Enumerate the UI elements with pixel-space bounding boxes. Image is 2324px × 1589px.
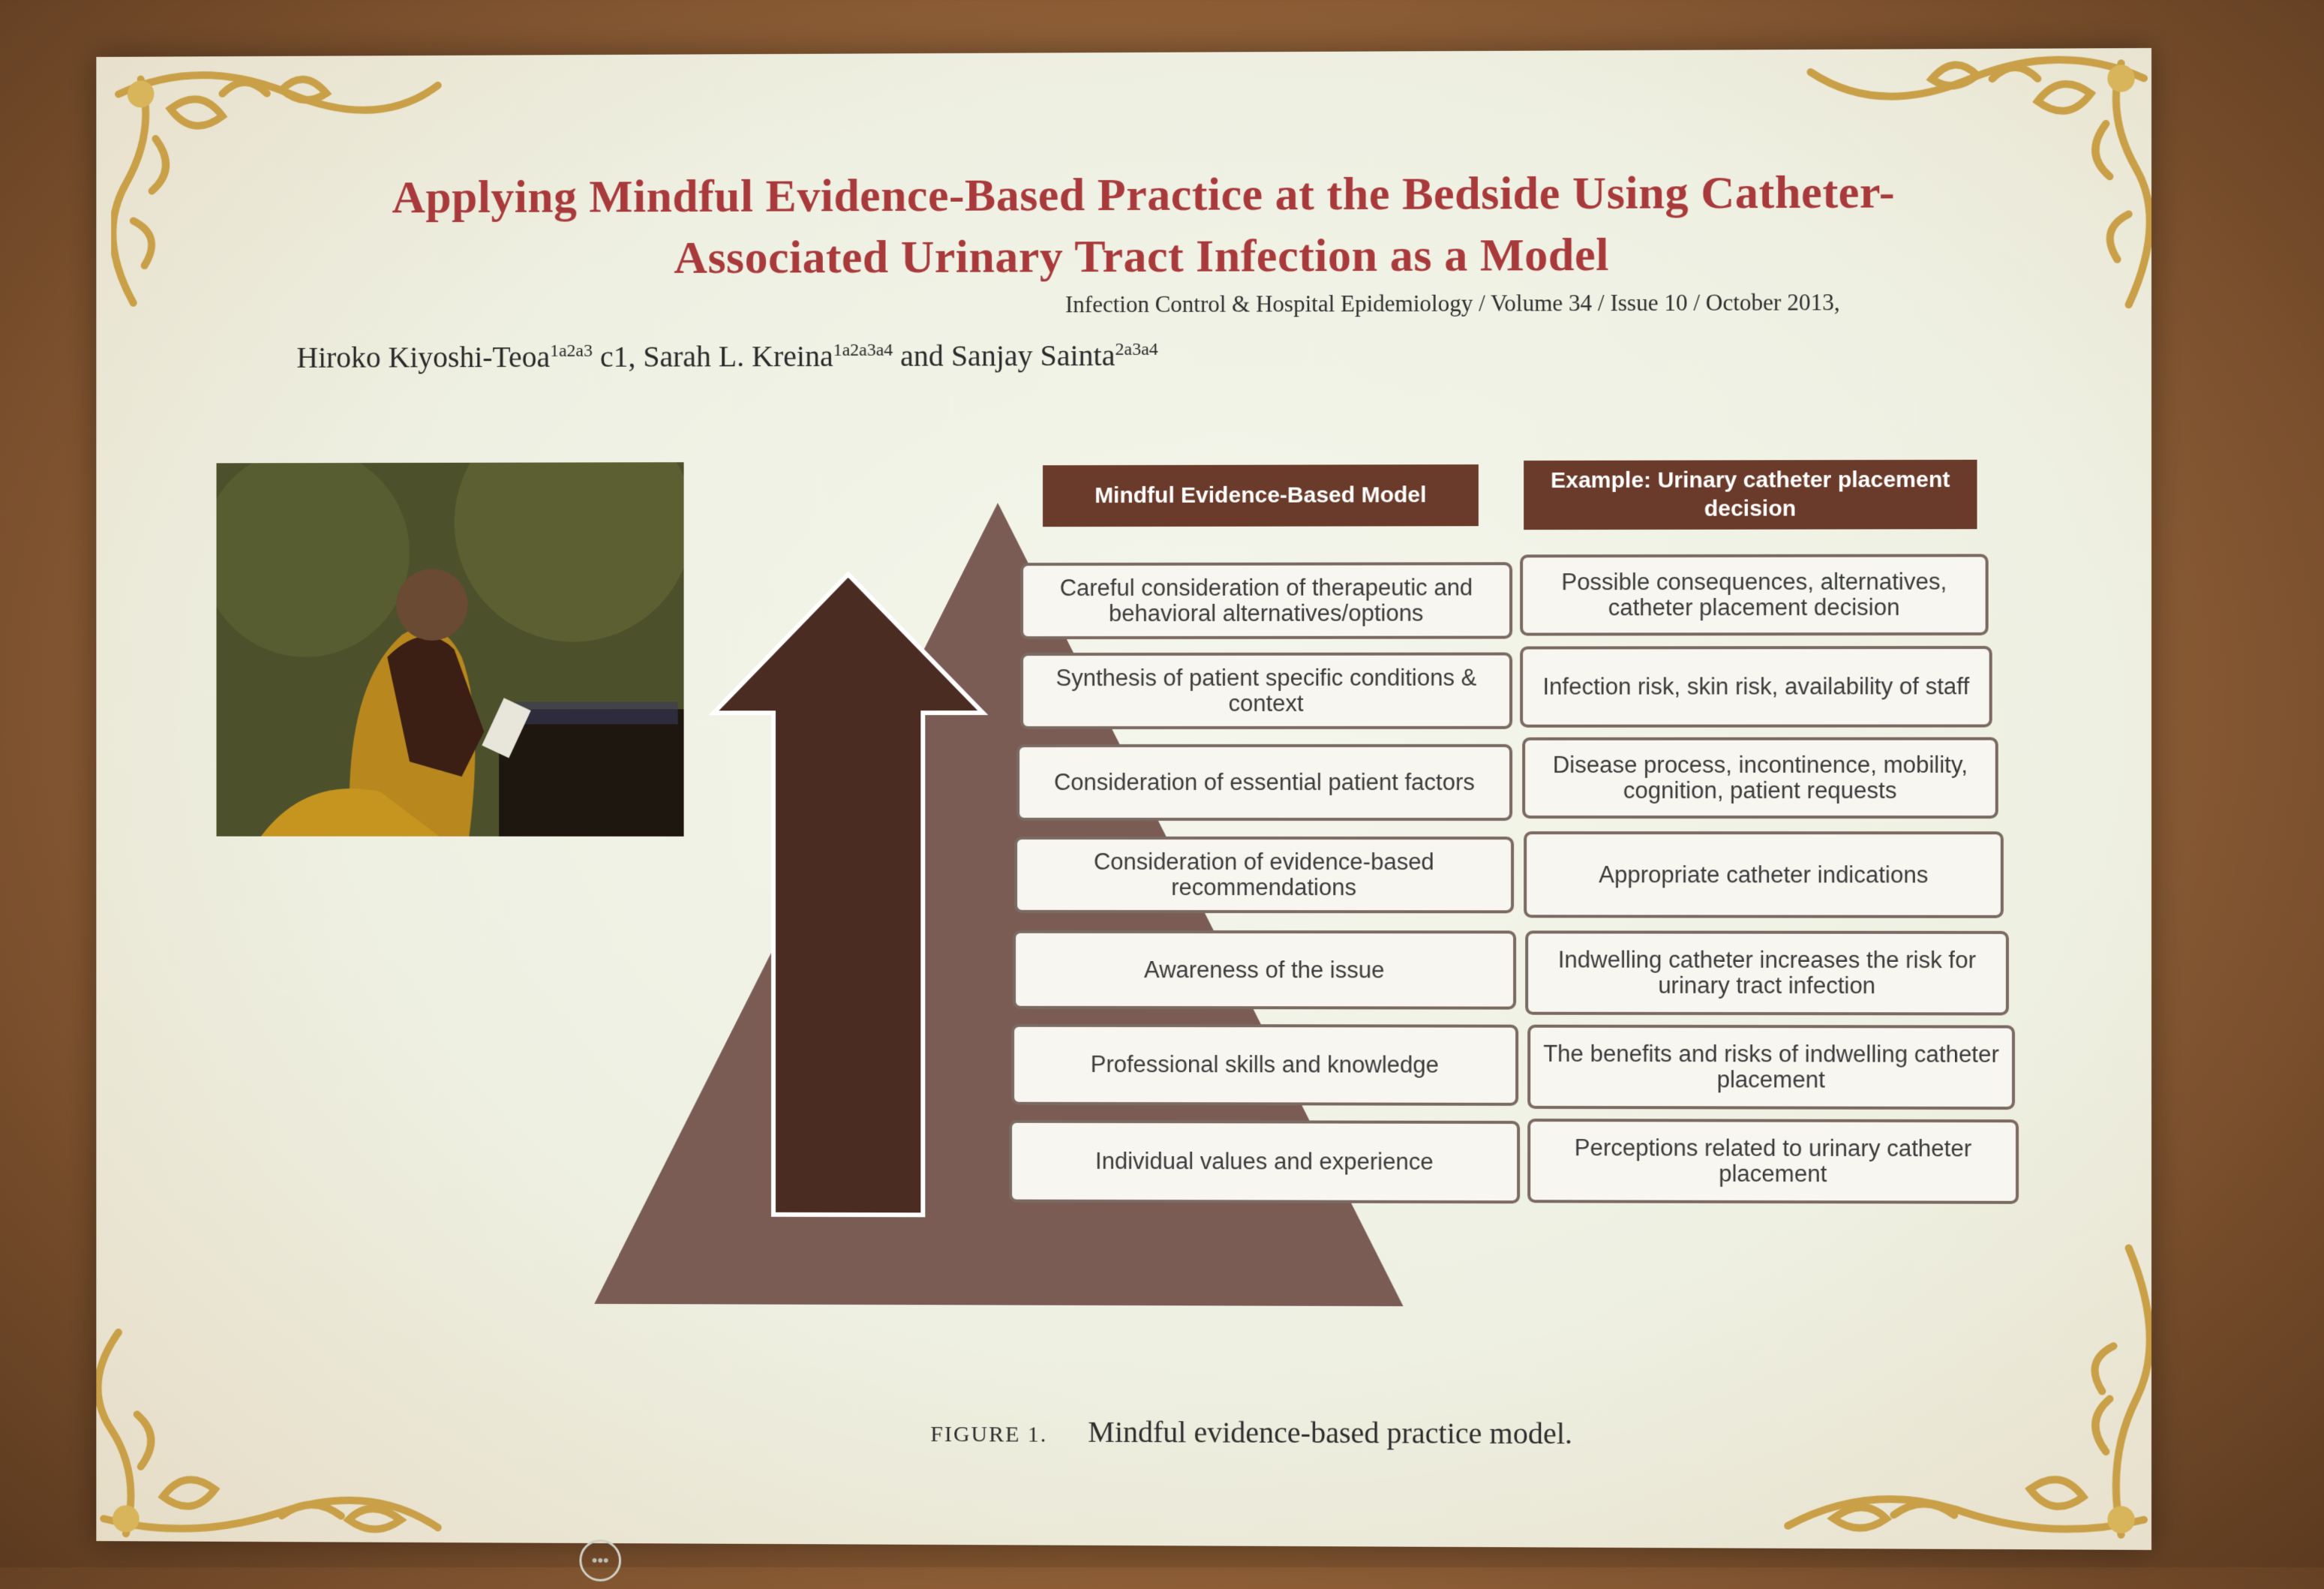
model-box-1: Careful consideration of therapeutic and behavioral alternatives/options <box>1020 562 1512 639</box>
model-box-7: Individual values and experience <box>1009 1120 1520 1204</box>
header-urinary-catheter-example: Example: Urinary catheter placement decision <box>1524 460 1977 530</box>
slide-options-icon[interactable]: ••• <box>579 1539 621 1581</box>
presentation-slide <box>96 48 2151 1569</box>
author-3-name: Sanjay Sainta <box>950 338 1115 373</box>
author-1-suffix: c1, <box>593 339 644 374</box>
author-2-affiliation: 1a2a3a4 <box>833 340 893 360</box>
journal-citation: Infection Control & Hospital Epidemiology / Volume 34 / Issue 10 / October 2013, <box>1065 289 1840 318</box>
author-2-suffix: and <box>893 338 951 373</box>
example-box-4: Appropriate catheter indications <box>1524 831 2004 918</box>
example-box-5: Indwelling catheter increases the risk for urinary tract infection <box>1525 930 2009 1015</box>
author-2-name: Sarah L. Kreina <box>643 339 833 374</box>
figure-caption-text: Mindful evidence-based practice model. <box>1088 1414 1573 1451</box>
example-box-3: Disease process, incontinence, mobility, cognition, patient requests <box>1522 737 1998 819</box>
model-box-5: Awareness of the issue <box>1013 930 1516 1010</box>
model-box-3: Consideration of essential patient factors <box>1016 744 1512 821</box>
model-box-4: Consideration of evidence-based recommendations <box>1014 837 1514 913</box>
example-box-1: Possible consequences, alternatives, catheter placement decision <box>1520 554 1989 635</box>
header-mindful-model: Mindful Evidence-Based Model <box>1043 464 1479 527</box>
author-1-name: Hiroko Kiyoshi-Teoa <box>296 340 551 374</box>
slide-title-line2: Associated Urinary Tract Infection as a Model <box>674 229 1609 284</box>
figure-caption-label: FIGURE 1. <box>930 1422 1048 1447</box>
author-1-affiliation: 1a2a3 <box>550 341 593 361</box>
example-box-7: Perceptions related to urinary catheter placement <box>1527 1119 2019 1204</box>
example-box-2: Infection risk, skin risk, availability of staff <box>1520 646 1992 728</box>
model-box-2: Synthesis of patient specific conditions & context <box>1020 653 1512 730</box>
example-box-6: The benefits and risks of indwelling catheter placement <box>1527 1025 2015 1110</box>
author-3-affiliation: 2a3a4 <box>1115 339 1158 359</box>
figure-caption <box>930 1413 1908 1452</box>
slide-title-line1: Applying Mindful Evidence-Based Practice at the Bedside Using Catheter- <box>392 167 1896 224</box>
model-box-6: Professional skills and knowledge <box>1011 1024 1518 1106</box>
